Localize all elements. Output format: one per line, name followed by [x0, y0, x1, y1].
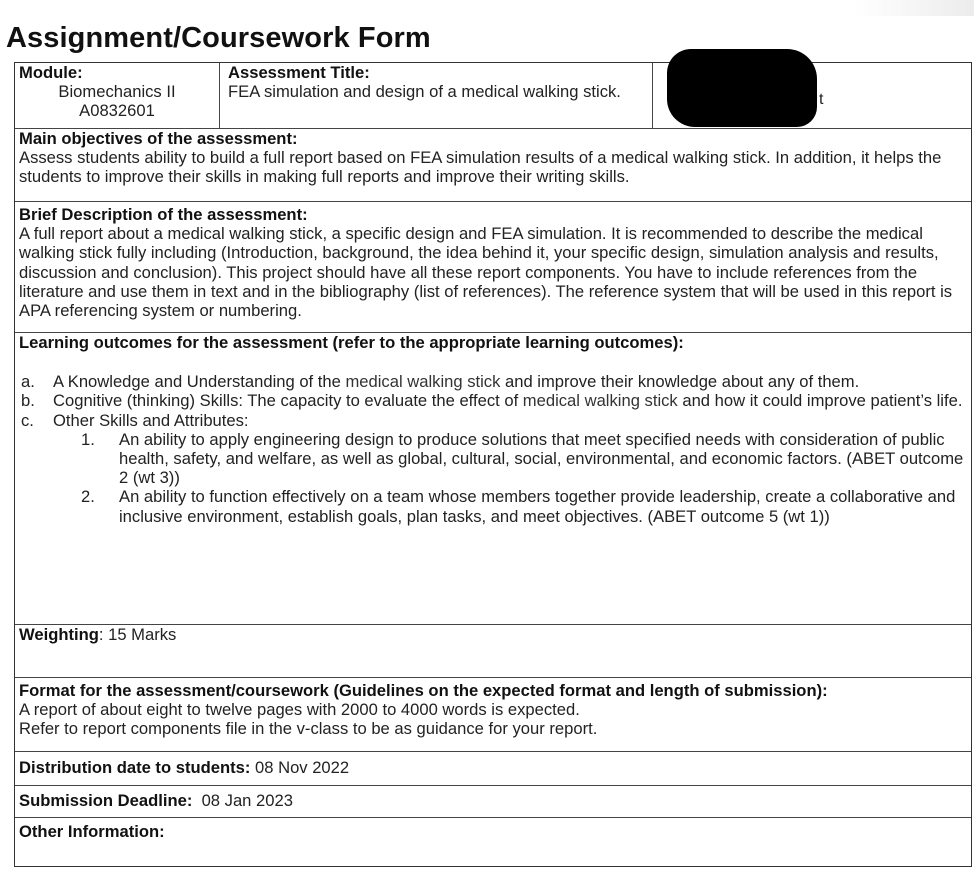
outcome-c-text: Other Skills and Attributes:: [53, 410, 249, 430]
weighting-label: Weighting: [19, 625, 99, 644]
objectives-text: Assess students ability to build a full report based on FEA simulation results of a medical walking stick. In addition, it helps the students to improve their skills in making full reports and improve their writing skills.: [19, 148, 942, 187]
sub-outcome-1-text: An ability to apply engineering design to produce solutions that meet specified needs with consideration of public health, safety, and welfare, as well as global, cultural, social, environmental, and economic factors. (ABET outcome 2 (wt 3)): [119, 429, 964, 488]
module-cell: [15, 63, 220, 128]
page-edge-shadow: [854, 0, 974, 16]
assessment-title-label: Assessment Title:: [228, 63, 370, 82]
list-marker: c.: [21, 410, 34, 430]
submission-label: Submission Deadline:: [19, 791, 193, 810]
distribution-row: [15, 752, 971, 786]
header-row: [15, 63, 971, 129]
assignment-form-table: [14, 62, 972, 867]
distribution-date: 08 Nov 2022: [255, 758, 350, 777]
distribution-label: Distribution date to students:: [19, 758, 251, 777]
learning-outcomes-row: [15, 333, 971, 625]
objectives-row: [15, 129, 971, 202]
brief-description-text: A full report about a medical walking stick, a specific design and FEA simulation. It is recommended to describe the medical walking stick fully including (Introduction, background, the idea behind it, your specific design, simulation analysis and results, discussion and conclusion). This project should have all these report components. You have to include references from the literature and use them in text and in the bibliography (list of references). The reference system that will be used in this report is APA referencing system or numbering.: [19, 224, 953, 321]
sub-outcome-2-text: An ability to function effectively on a team whose members together provide leadership, create a collaborative and inclusive environment, establish goals, plan tasks, and meet objectives. (ABET outcome 5 (wt 1)): [119, 487, 956, 526]
module-label: Module:: [19, 63, 83, 82]
sub-outcome-2: [19, 487, 967, 525]
outcome-a-text-end: and improve their knowledge about any of them.: [500, 372, 860, 392]
learning-outcome-a: [19, 372, 967, 391]
weighting-value: : 15 Marks: [98, 625, 177, 644]
learning-outcomes-label: Learning outcomes for the assessment (refer to the appropriate learning outcomes):: [19, 333, 684, 352]
format-line-1: A report of about eight to twelve pages with 2000 to 4000 words is expected.: [19, 700, 580, 720]
outcome-b-text-end: and how it could improve patient’s life.: [677, 391, 963, 411]
submission-deadline: 08 Jan 2023: [201, 791, 293, 810]
sub-outcome-1: [19, 430, 967, 488]
other-information-label: Other Information:: [19, 822, 165, 841]
form-title: Assignment/Coursework Form: [6, 22, 431, 54]
list-marker: a.: [21, 372, 35, 392]
outcome-b-highlight: medical walking stick: [522, 391, 678, 411]
outcome-a-text: A Knowledge and Understanding of the: [53, 372, 346, 392]
format-line-2: Refer to report components file in the v-class to be as guidance for your report.: [19, 719, 598, 739]
brief-description-label: Brief Description of the assessment:: [19, 205, 308, 224]
assessment-title-cell: [220, 63, 653, 128]
format-row: [15, 678, 971, 752]
module-name: Biomechanics II: [58, 82, 176, 102]
outcome-b-text: Cognitive (thinking) Skills: The capacity to evaluate the effect of: [53, 391, 523, 411]
submission-row: [15, 786, 971, 818]
list-marker: b.: [21, 391, 35, 411]
learning-outcome-c: [19, 411, 967, 430]
learning-outcome-b: [19, 391, 967, 410]
weighting-row: [15, 625, 971, 678]
redacted-cell-visible-text: t: [819, 91, 824, 108]
assessment-title-value: FEA simulation and design of a medical walking stick.: [228, 82, 621, 102]
other-information-row: [15, 818, 971, 866]
redacted-cell: [653, 63, 971, 128]
format-label: Format for the assessment/coursework (Guidelines on the expected format and length of submission):: [19, 681, 828, 700]
brief-description-row: [15, 202, 971, 333]
module-code: A0832601: [79, 101, 155, 121]
redaction-mark: [667, 49, 817, 127]
list-marker: 2.: [81, 487, 95, 507]
objectives-label: Main objectives of the assessment:: [19, 129, 298, 148]
outcome-a-highlight: medical walking stick: [345, 372, 501, 392]
list-marker: 1.: [81, 429, 95, 449]
